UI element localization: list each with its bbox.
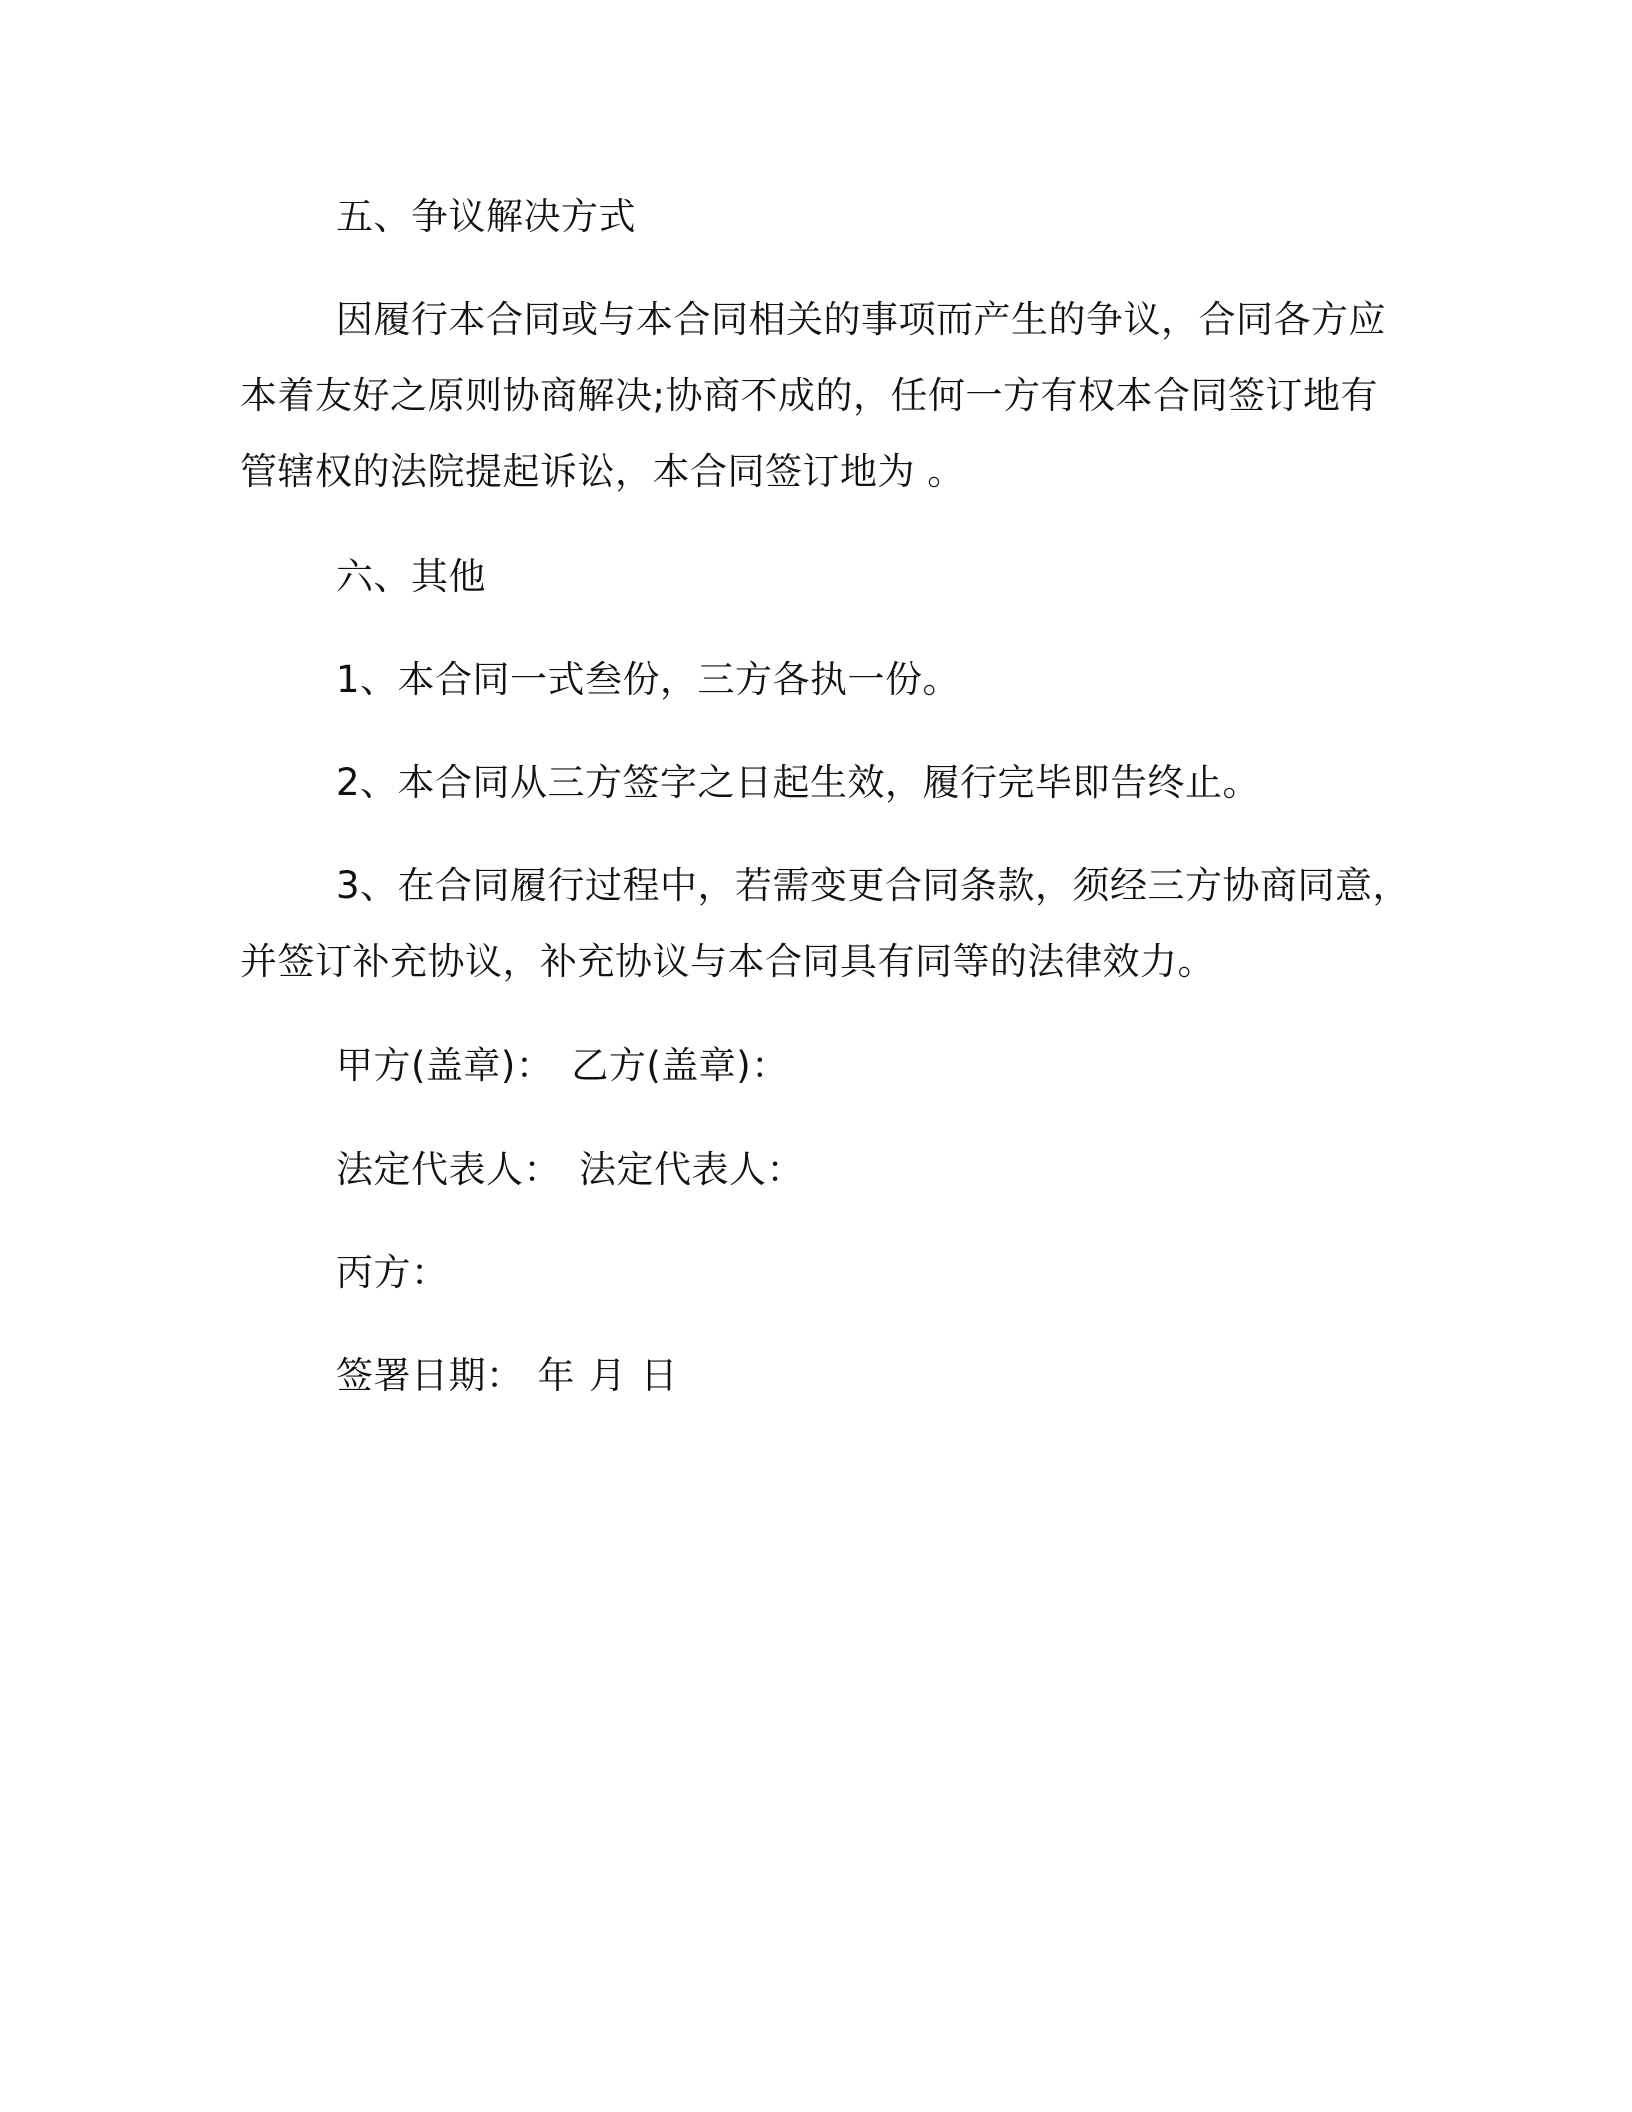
section-five-paragraph-line-3: 管辖权的法院提起诉讼，本合同签订地为 。 bbox=[240, 450, 965, 493]
party-b-seal-label: 乙方(盖章)： bbox=[571, 1044, 789, 1087]
date-day: 日 bbox=[640, 1354, 678, 1397]
signing-date-line bbox=[336, 1352, 678, 1400]
signing-date-label: 签署日期： bbox=[336, 1354, 524, 1397]
date-year: 年 bbox=[537, 1354, 575, 1397]
party-b-representative-label: 法定代表人： bbox=[579, 1148, 804, 1191]
section-five-paragraph-line-2: 本着友好之原则协商解决;协商不成的，任何一方有权本合同签订地有 bbox=[240, 374, 1378, 417]
section-six-item-1: 1、本合同一式叁份，三方各执一份。 bbox=[336, 658, 961, 701]
section-six-item-3-line-1: 3、在合同履行过程中，若需变更合同条款，须经三方协商同意， bbox=[336, 864, 1411, 907]
section-five-paragraph-line-1: 因履行本合同或与本合同相关的事项而产生的争议，合同各方应 bbox=[336, 298, 1386, 341]
section-six-heading: 六、其他 bbox=[336, 555, 486, 598]
section-five-heading: 五、争议解决方式 bbox=[336, 195, 636, 238]
section-six-item-2: 2、本合同从三方签字之日起生效，履行完毕即告终止。 bbox=[336, 761, 1261, 804]
party-a-representative-label: 法定代表人： bbox=[336, 1148, 561, 1191]
section-six-item-3-line-2: 并签订补充协议，补充协议与本合同具有同等的法律效力。 bbox=[240, 940, 1215, 983]
representative-signature-line bbox=[336, 1146, 804, 1194]
date-month: 月 bbox=[589, 1354, 627, 1397]
party-a-seal-label: 甲方(盖章)： bbox=[336, 1044, 554, 1087]
seal-signature-line bbox=[336, 1042, 789, 1090]
party-c-label: 丙方： bbox=[336, 1251, 449, 1294]
